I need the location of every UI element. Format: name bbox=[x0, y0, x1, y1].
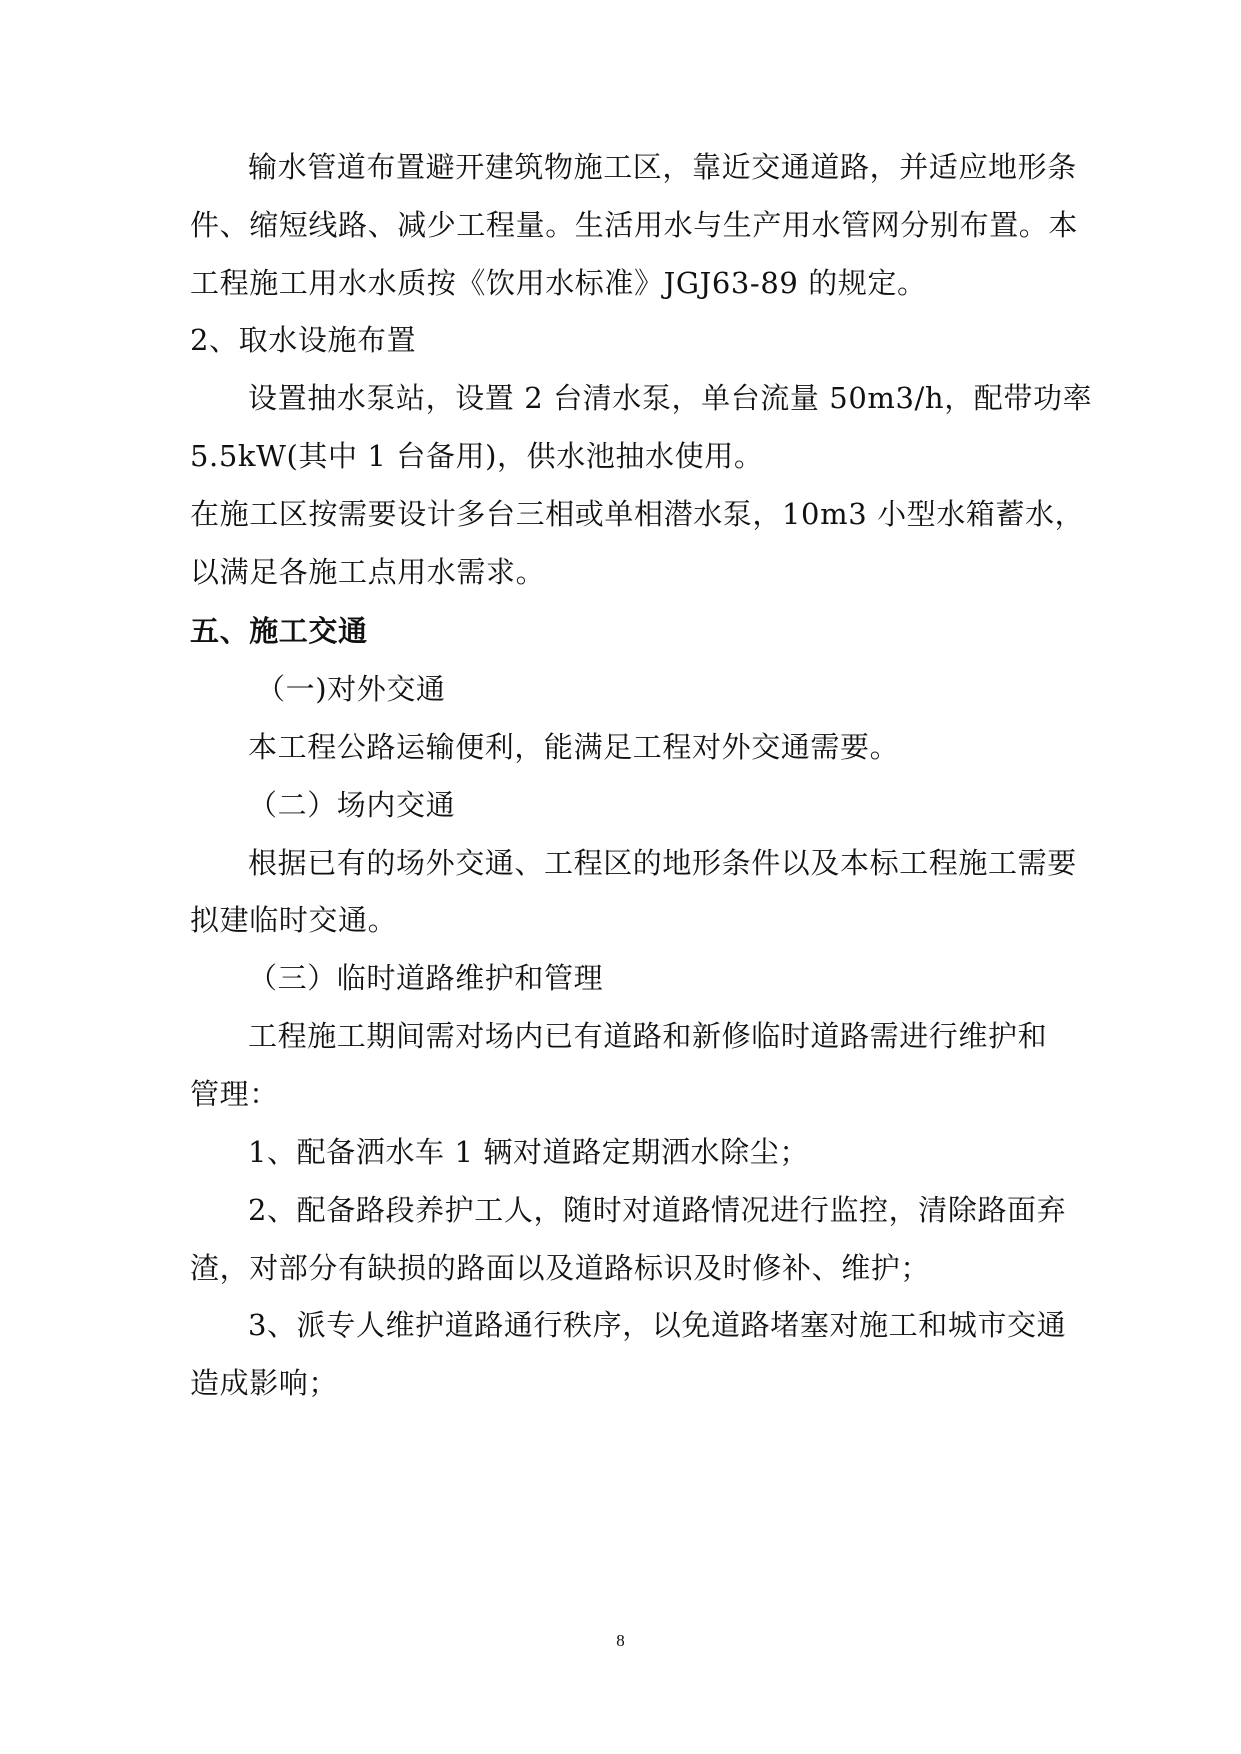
list-item: 2、配备路段养护工人，随时对道路情况进行监控，清除路面弃 bbox=[248, 1193, 1067, 1227]
subsection-title: （三）临时道路维护和管理 bbox=[248, 961, 604, 995]
paragraph-line: 工程施工用水水质按《饮用水标准》JGJ63-89 的规定。 bbox=[190, 266, 927, 300]
paragraph-line: 工程施工期间需对场内已有道路和新修临时道路需进行维护和 bbox=[248, 1019, 1048, 1053]
paragraph-line: 拟建临时交通。 bbox=[190, 903, 398, 937]
paragraph-line: 设置抽水泵站，设置 2 台清水泵，单台流量 50m3/h，配带功率 bbox=[248, 381, 1093, 415]
paragraph-line: 件、缩短线路、减少工程量。生活用水与生产用水管网分别布置。本 bbox=[190, 208, 1079, 242]
list-item-continuation: 渣，对部分有缺损的路面以及道路标识及时修补、维护； bbox=[190, 1251, 931, 1285]
paragraph-line: 本工程公路运输便利，能满足工程对外交通需要。 bbox=[248, 730, 900, 764]
subsection-title: （二）场内交通 bbox=[248, 788, 456, 822]
list-item: 3、派专人维护道路通行秩序，以免道路堵塞对施工和城市交通 bbox=[248, 1308, 1067, 1342]
paragraph-line: 5.5kW(其中 1 台备用)，供水池抽水使用。 bbox=[190, 439, 764, 473]
paragraph-line: 以满足各施工点用水需求。 bbox=[190, 555, 546, 589]
section-heading: 五、施工交通 bbox=[190, 614, 368, 648]
paragraph-line: 根据已有的场外交通、工程区的地形条件以及本标工程施工需要 bbox=[248, 846, 1077, 880]
page-number: 8 bbox=[616, 1631, 625, 1650]
list-item-continuation: 造成影响； bbox=[190, 1366, 339, 1400]
paragraph-line: 输水管道布置避开建筑物施工区，靠近交通道路，并适应地形条 bbox=[248, 150, 1077, 184]
subsection-title: 2、取水设施布置 bbox=[190, 323, 417, 357]
paragraph-line: 在施工区按需要设计多台三相或单相潜水泵，10m3 小型水箱蓄水， bbox=[190, 497, 1085, 531]
paragraph-line: 管理： bbox=[190, 1077, 279, 1111]
list-item: 1、配备洒水车 1 辆对道路定期洒水除尘； bbox=[248, 1135, 809, 1169]
subsection-title: （一)对外交通 bbox=[256, 672, 446, 706]
